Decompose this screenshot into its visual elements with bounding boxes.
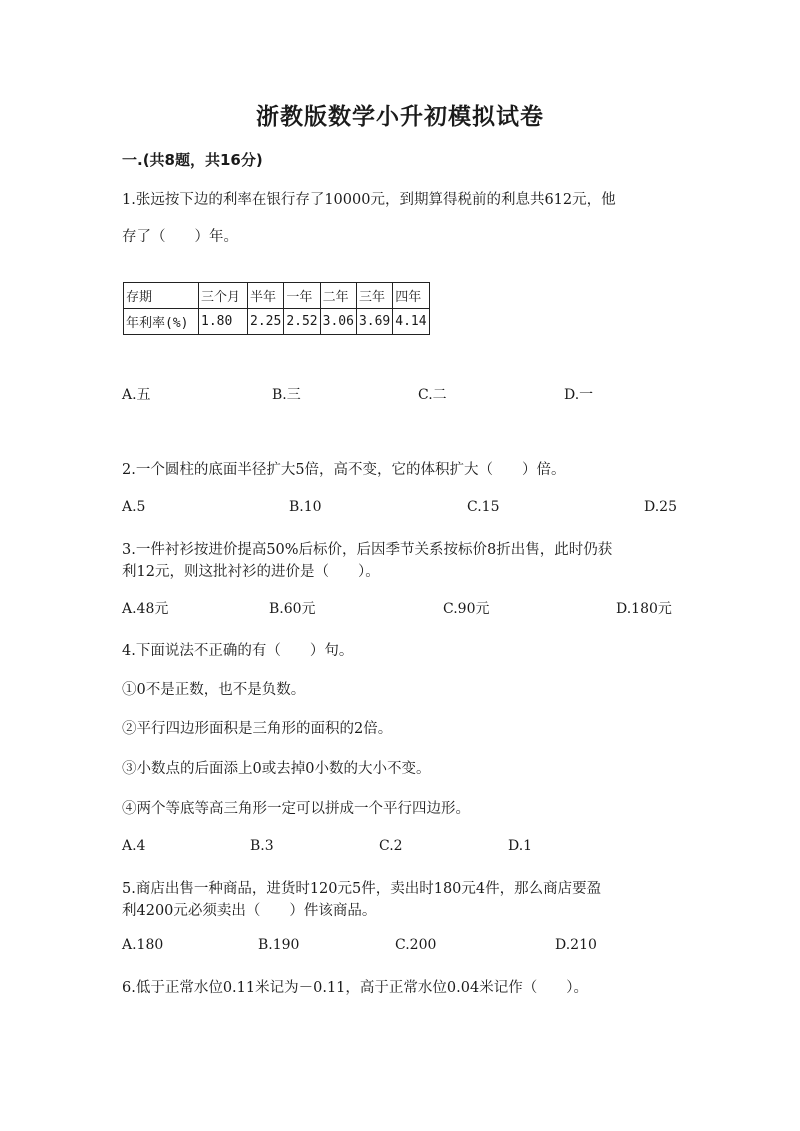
table-header-cell: 三个月 [199, 283, 248, 309]
question-1-option-d[interactable]: D.一 [564, 387, 594, 403]
table-cell: 年利率(%) [124, 309, 199, 335]
table-cell: 3.69 [356, 309, 392, 335]
question-1-option-b[interactable]: B.三 [272, 387, 301, 403]
table-cell: 2.25 [248, 309, 284, 335]
exam-title: 浙教版数学小升初模拟试卷 [256, 104, 544, 130]
question-2-option-a[interactable]: A.5 [122, 499, 146, 515]
question-3-option-d[interactable]: D.180元 [616, 601, 672, 617]
question-2-option-b[interactable]: B.10 [289, 499, 322, 515]
question-5-option-b[interactable]: B.190 [258, 937, 300, 953]
question-1-text-line2: 存了（ ）年。 [122, 229, 238, 245]
question-5-option-a[interactable]: A.180 [122, 937, 164, 953]
question-5-option-d[interactable]: D.210 [555, 937, 597, 953]
question-1-text-line1: 1.张远按下边的利率在银行存了10000元，到期算得税前的利息共612元，他 [122, 192, 616, 208]
question-4-statement-4: ④两个等底等高三角形一定可以拼成一个平行四边形。 [122, 801, 470, 817]
table-header-cell: 四年 [393, 283, 429, 309]
table-header-cell: 半年 [248, 283, 284, 309]
question-3-option-b[interactable]: B.60元 [269, 601, 316, 617]
table-cell: 1.80 [199, 309, 248, 335]
question-3-text-line1: 3.一件衬衫按进价提高50%后标价，后因季节关系按标价8折出售，此时仍获 [122, 542, 613, 558]
table-row [124, 309, 430, 335]
question-4-option-a[interactable]: A.4 [122, 838, 146, 854]
table-cell: 4.14 [393, 309, 429, 335]
table-header-cell: 三年 [356, 283, 392, 309]
question-4-statement-2: ②平行四边形面积是三角形的面积的2倍。 [122, 721, 393, 737]
question-3-option-a[interactable]: A.48元 [122, 601, 169, 617]
question-4-statement-1: ①0不是正数，也不是负数。 [122, 682, 306, 698]
table-header-cell: 二年 [320, 283, 356, 309]
question-5-option-c[interactable]: C.200 [395, 937, 437, 953]
question-4-option-b[interactable]: B.3 [250, 838, 274, 854]
question-3-option-c[interactable]: C.90元 [443, 601, 490, 617]
table-header-cell: 一年 [284, 283, 320, 309]
question-3-text-line2: 利12元，则这批衬衫的进价是（ ）。 [122, 564, 380, 580]
question-4-option-d[interactable]: D.1 [508, 838, 533, 854]
question-4-option-c[interactable]: C.2 [379, 838, 403, 854]
question-2-text: 2.一个圆柱的底面半径扩大5倍，高不变，它的体积扩大（ ）倍。 [122, 462, 566, 478]
table-cell: 3.06 [320, 309, 356, 335]
question-5-text-line1: 5.商店出售一种商品，进货时120元5件，卖出时180元4件，那么商店要盈 [122, 881, 602, 897]
section-heading: 一.(共8题，共16分) [122, 151, 263, 169]
question-1-option-a[interactable]: A.五 [122, 387, 151, 403]
table-cell: 2.52 [284, 309, 320, 335]
question-4-statement-3: ③小数点的后面添上0或去掉0小数的大小不变。 [122, 761, 431, 777]
table-header-cell: 存期 [124, 283, 199, 309]
question-2-option-c[interactable]: C.15 [467, 499, 500, 515]
question-6-text: 6.低于正常水位0.11米记为－0.11，高于正常水位0.04米记作（ ）。 [122, 980, 588, 996]
question-2-option-d[interactable]: D.25 [644, 499, 677, 515]
question-4-text: 4.下面说法不正确的有（ ）句。 [122, 643, 354, 659]
table-header-row [124, 283, 430, 309]
question-5-text-line2: 利4200元必须卖出（ ）件该商品。 [122, 903, 377, 919]
interest-rate-table [123, 282, 430, 335]
question-1-option-c[interactable]: C.二 [418, 387, 447, 403]
